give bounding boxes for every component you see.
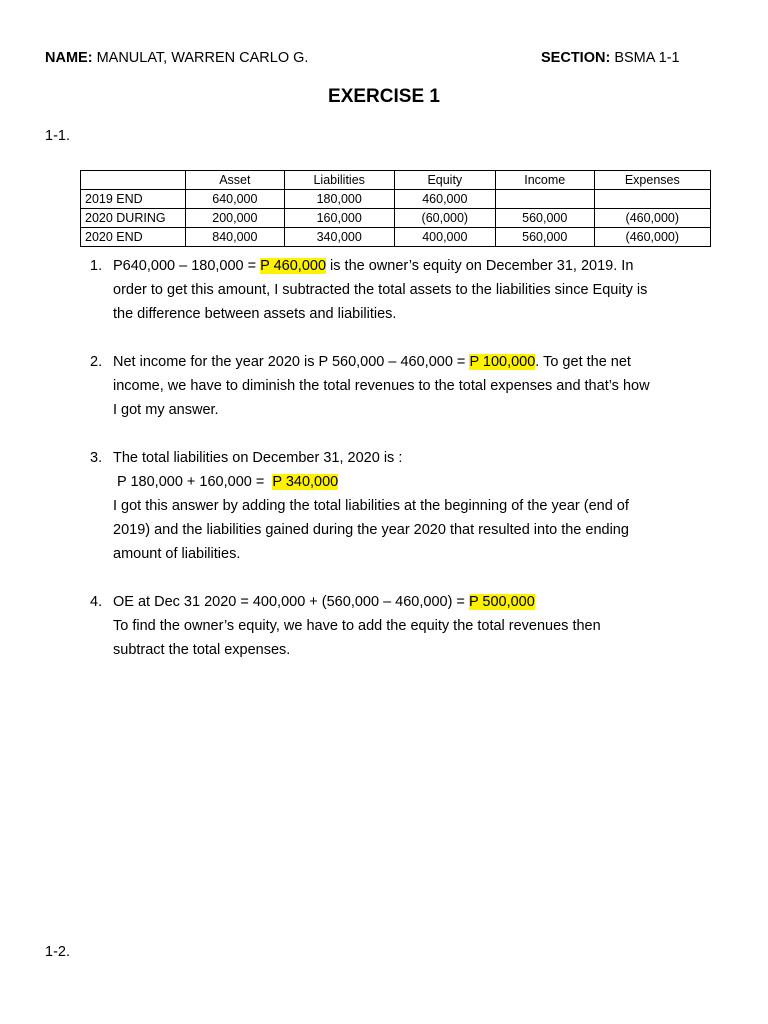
table-cell: 160,000 — [284, 209, 394, 228]
table-header-cell: Equity — [394, 171, 495, 190]
table-cell: 560,000 — [495, 209, 594, 228]
table-header-cell: Expenses — [594, 171, 710, 190]
answer-text: is the owner’s equity on December 31, 2019. In — [326, 258, 634, 274]
answer-item-2 — [90, 350, 730, 422]
section-label: SECTION: — [541, 50, 611, 66]
answer-line: To find the owner’s equity, we have to add the equity the total revenues then — [113, 618, 601, 634]
table-cell: (60,000) — [394, 209, 495, 228]
table-header-cell — [81, 171, 186, 190]
table-header-row — [81, 171, 711, 190]
answer-line: amount of liabilities. — [113, 546, 241, 562]
highlighted-answer: P 500,000 — [468, 594, 535, 610]
table-row — [81, 190, 711, 209]
subsection-label: 1-1. — [45, 128, 70, 144]
table-cell: 340,000 — [284, 228, 394, 247]
answer-text: . To get the net — [535, 354, 631, 370]
subsection-label: 1-2. — [45, 944, 70, 960]
answer-line — [113, 254, 730, 278]
table-cell — [594, 190, 710, 209]
highlighted-answer: P 100,000 — [469, 354, 536, 370]
exercise-title: EXERCISE 1 — [328, 86, 440, 107]
table-cell: 400,000 — [394, 228, 495, 247]
table-cell: 2020 DURING — [81, 209, 186, 228]
answer-text: Net income for the year 2020 is P 560,000 – 460,000 = — [113, 354, 470, 370]
answer-line: The total liabilities on December 31, 2020 is : — [113, 450, 403, 466]
answer-line — [113, 590, 730, 614]
answer-text: OE at Dec 31 2020 = 400,000 + (560,000 – 460,000) = — [113, 594, 469, 610]
table-header-cell: Income — [495, 171, 594, 190]
name-line — [45, 50, 308, 66]
answer-line: the difference between assets and liabilities. — [113, 306, 397, 322]
answer-line — [113, 470, 730, 494]
answer-line: 2019) and the liabilities gained during the year 2020 that resulted into the ending — [113, 522, 629, 538]
name-value: MANULAT, WARREN CARLO G. — [96, 50, 309, 66]
item-number: 4. — [90, 594, 103, 610]
table-cell: 840,000 — [186, 228, 285, 247]
table-cell: (460,000) — [594, 228, 710, 247]
highlighted-answer: P 460,000 — [260, 258, 327, 274]
section-value: BSMA 1-1 — [614, 50, 680, 66]
item-number: 3. — [90, 450, 103, 466]
table-cell: 200,000 — [186, 209, 285, 228]
item-number: 1. — [90, 258, 103, 274]
answer-item-1 — [90, 254, 730, 326]
answers-list — [90, 254, 730, 662]
table-cell: 640,000 — [186, 190, 285, 209]
table-cell — [495, 190, 594, 209]
table-cell: (460,000) — [594, 209, 710, 228]
answer-line: income, we have to diminish the total revenues to the total expenses and that’s how — [113, 378, 650, 394]
answer-line: I got my answer. — [113, 402, 219, 418]
answer-line: order to get this amount, I subtracted the total assets to the liabilities since Equity is — [113, 282, 648, 298]
table-row — [81, 209, 711, 228]
answer-line: I got this answer by adding the total liabilities at the beginning of the year (end of — [113, 498, 629, 514]
highlighted-answer: P 340,000 — [272, 474, 339, 490]
answer-line: subtract the total expenses. — [113, 642, 291, 658]
accounts-table — [80, 170, 711, 247]
section-line — [541, 50, 680, 66]
table-cell: 2019 END — [81, 190, 186, 209]
answer-text: P 180,000 + 160,000 = — [113, 474, 273, 490]
answer-line — [113, 350, 730, 374]
name-label: NAME: — [45, 50, 93, 66]
table-row — [81, 228, 711, 247]
item-number: 2. — [90, 354, 103, 370]
table-header-cell: Asset — [186, 171, 285, 190]
table-cell: 2020 END — [81, 228, 186, 247]
answer-item-4 — [90, 590, 730, 662]
answer-item-3 — [90, 446, 730, 566]
table-header-cell: Liabilities — [284, 171, 394, 190]
table-cell: 460,000 — [394, 190, 495, 209]
table-cell: 560,000 — [495, 228, 594, 247]
table-cell: 180,000 — [284, 190, 394, 209]
answer-text: P640,000 – 180,000 = — [113, 258, 261, 274]
